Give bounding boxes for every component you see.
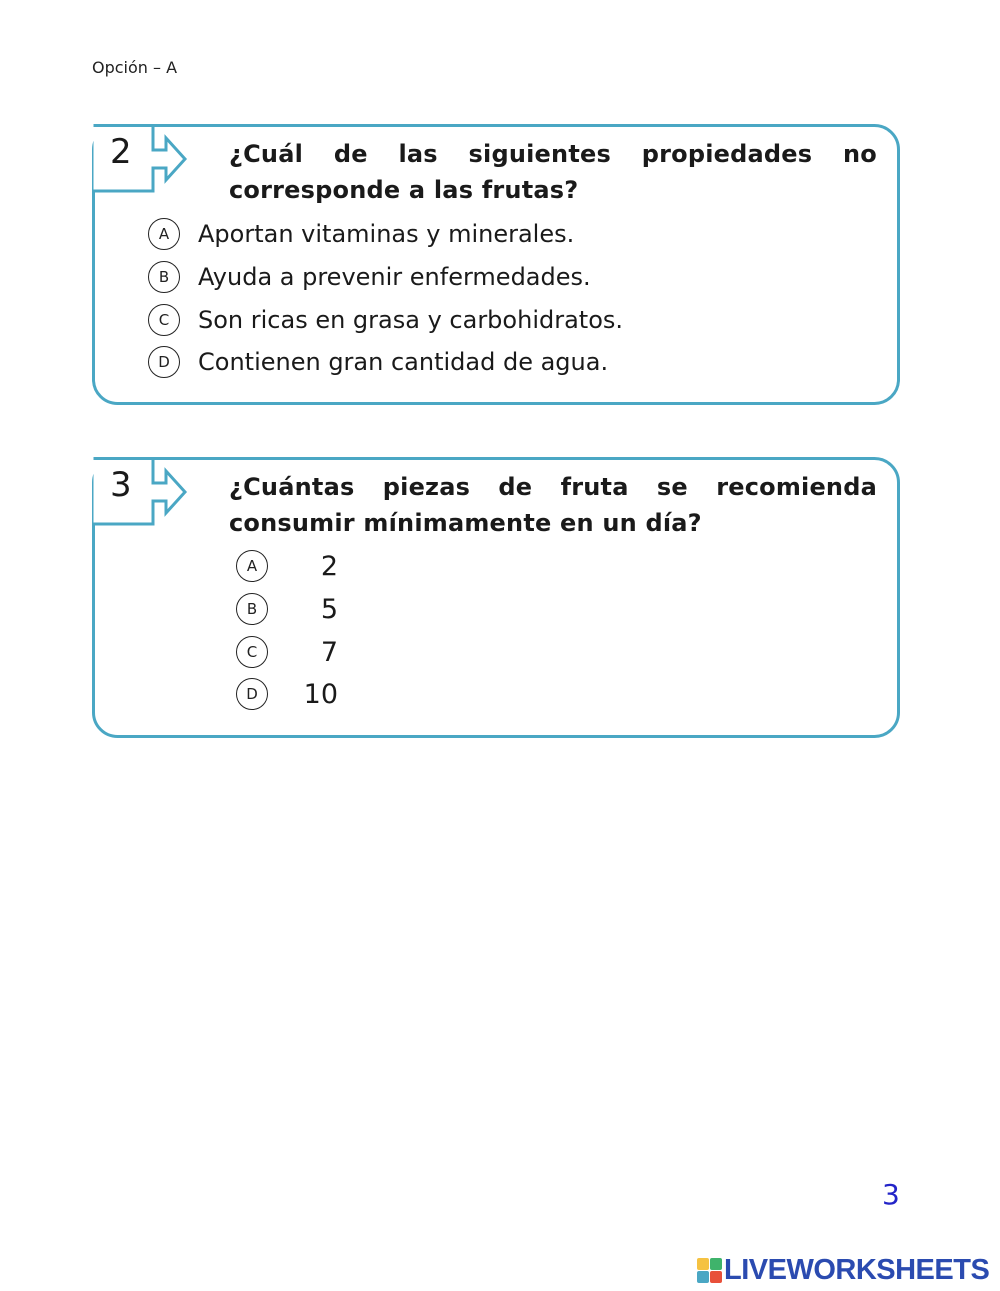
arrow-icon — [94, 126, 186, 192]
liveworksheets-watermark — [697, 1254, 989, 1286]
option-label: Opción – A — [92, 58, 178, 77]
option-text: Ayuda a prevenir enfermedades. — [198, 263, 591, 291]
answer-option-c[interactable] — [148, 304, 623, 336]
question-text: ¿Cuántas piezas de fruta se recomienda consumir mínimamente en un día? — [229, 473, 877, 537]
watermark-text: LIVEWORKSHEETS — [724, 1253, 990, 1286]
option-text: Aportan vitaminas y minerales. — [198, 220, 575, 248]
answer-option-b[interactable] — [148, 261, 591, 293]
answer-option-a[interactable] — [236, 550, 338, 582]
answer-option-d[interactable] — [148, 346, 608, 378]
option-text: 10 — [303, 678, 338, 710]
question-card — [92, 457, 900, 738]
answer-option-d[interactable] — [236, 678, 338, 710]
option-letter-badge: A — [236, 550, 268, 582]
option-text: Contienen gran cantidad de agua. — [198, 348, 609, 376]
option-letter-badge: C — [148, 304, 180, 336]
option-text: 5 — [320, 593, 338, 625]
question-text: ¿Cuál de las siguientes propiedades no corresponde a las frutas? — [229, 140, 877, 204]
option-letter-badge: B — [148, 261, 180, 293]
option-letter-badge: D — [236, 678, 268, 710]
answer-option-a[interactable] — [148, 218, 574, 250]
question-number: 3 — [110, 465, 132, 505]
page-number: 3 — [882, 1178, 900, 1211]
liveworksheets-logo-icon — [697, 1258, 722, 1283]
option-letter-badge: D — [148, 346, 180, 378]
option-letter-badge: B — [236, 593, 268, 625]
option-text: Son ricas en grasa y carbohidratos. — [198, 306, 624, 334]
arrow-icon — [94, 459, 186, 525]
answer-option-b[interactable] — [236, 593, 338, 625]
option-letter-badge: C — [236, 636, 268, 668]
answer-option-c[interactable] — [236, 636, 338, 668]
question-number: 2 — [110, 132, 132, 172]
option-text: 7 — [320, 636, 338, 668]
question-card — [92, 124, 900, 405]
option-letter-badge: A — [148, 218, 180, 250]
option-text: 2 — [320, 550, 338, 582]
